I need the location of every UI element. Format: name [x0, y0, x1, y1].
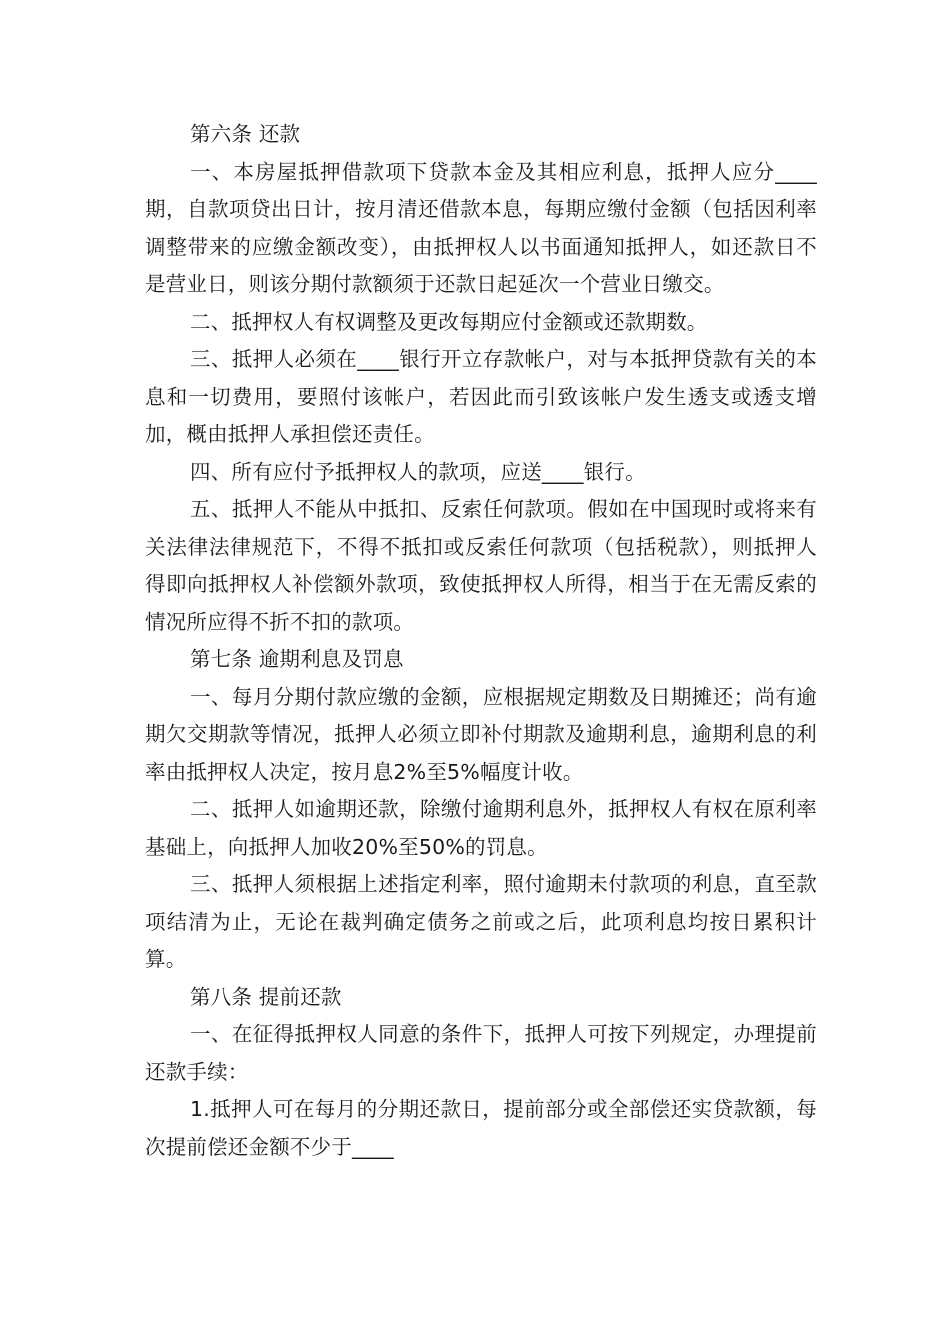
article-6-clause-1: 一、本房屋抵押借款项下贷款本金及其相应利息，抵押人应分____期，自款项贷出日计，按月清还借款本息，每期应缴付金额（包括因利率调整带来的应缴金额改变），由抵押权人以书面通知抵押人，如还款日不是营业日，则该分期付款额须于还款日起延次一个营业日缴交。: [145, 159, 817, 296]
article-8-heading: 第八条 提前还款: [190, 984, 342, 1009]
article-7-clause-2: 二、抵押人如逾期还款，除缴付逾期利息外，抵押权人有权在原利率基础上，向抵押人加收20%至50%的罚息。: [145, 797, 817, 859]
document-body: [145, 116, 817, 1166]
article-7-clause-3: 三、抵押人须根据上述指定利率，照付逾期未付款项的利息，直至款项结清为止，无论在裁判确定债务之前或之后，此项利息均按日累积计算。: [145, 872, 817, 971]
article-6-clause-3: 三、抵押人必须在____银行开立存款帐户，对与本抵押贷款有关的本息和一切费用，要照付该帐户，若因此而引致该帐户发生透支或透支增加，概由抵押人承担偿还责任。: [145, 347, 817, 446]
article-6-clause-4: 四、所有应付予抵押权人的款项，应送____银行。: [190, 459, 646, 484]
article-6-clause-2: 二、抵押权人有权调整及更改每期应付金额或还款期数。: [190, 309, 708, 334]
article-7-heading: 第七条 逾期利息及罚息: [190, 647, 404, 671]
article-7-clause-1: 一、每月分期付款应缴的金额，应根据规定期数及日期摊还；尚有逾期欠交期款等情况，抵押人必须立即补付期款及逾期利息，逾期利息的利率由抵押权人决定，按月息2%至5%幅度计收。: [145, 684, 817, 784]
article-8-item-1: 1.抵押人可在每月的分期还款日，提前部分或全部偿还实贷款额，每次提前偿还金额不少于____: [145, 1097, 817, 1159]
article-8-clause-1: 一、在征得抵押权人同意的条件下，抵押人可按下列规定，办理提前还款手续：: [145, 1022, 817, 1084]
article-6-heading: 第六条 还款: [190, 122, 301, 146]
article-6-clause-5: 五、抵押人不能从中抵扣、反索任何款项。假如在中国现时或将来有关法律法律规范下，不得不抵扣或反索任何款项（包括税款），则抵押人得即向抵押权人补偿额外款项，致使抵押权人所得，相当于在无需反索的情况所应得不折不扣的款项。: [145, 497, 817, 634]
